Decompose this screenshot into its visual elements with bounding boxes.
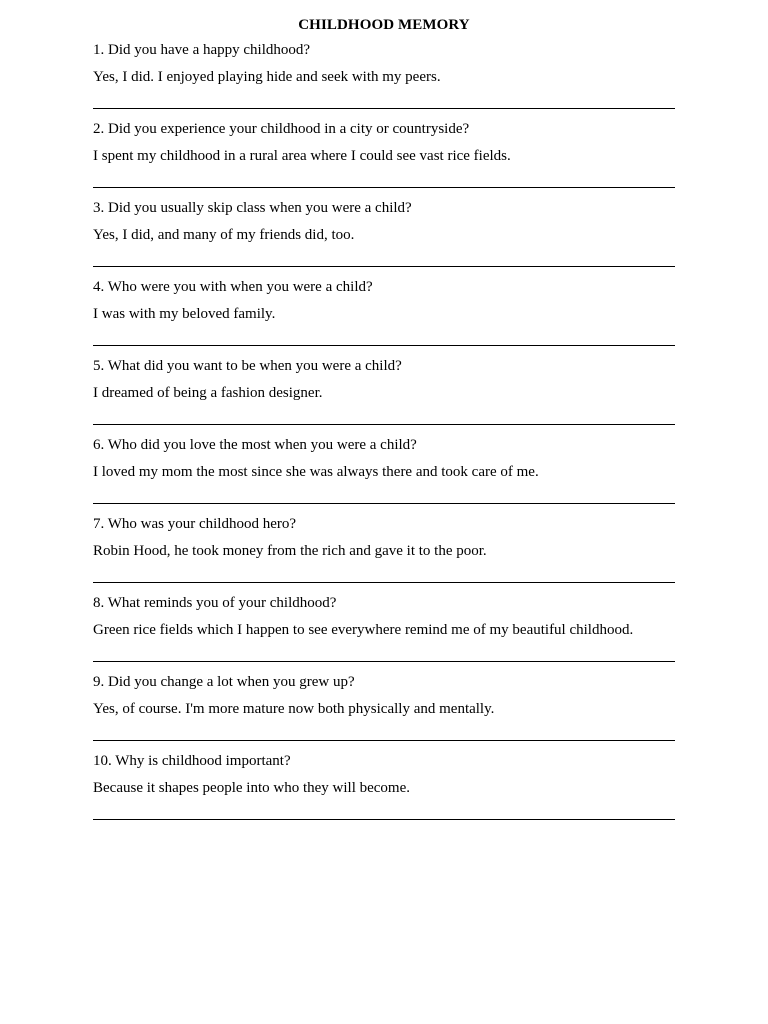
question-3: 3. Did you usually skip class when you were a child? [93, 200, 412, 216]
answer-underline [93, 187, 675, 188]
question-9: 9. Did you change a lot when you grew up? [93, 674, 355, 690]
question-4: 4. Who were you with when you were a child? [93, 279, 373, 295]
qa-item-3 [93, 199, 675, 278]
answer-underline [93, 108, 675, 109]
answer-underline [93, 661, 675, 662]
answer-underline [93, 345, 675, 346]
qa-item-8 [93, 594, 675, 673]
qa-item-1 [93, 41, 675, 120]
qa-item-9 [93, 673, 675, 752]
answer-7: Robin Hood, he took money from the rich and gave it to the poor. [93, 543, 487, 559]
qa-item-4 [93, 278, 675, 357]
answer-5: I dreamed of being a fashion designer. [93, 385, 323, 401]
answer-underline [93, 424, 675, 425]
answer-underline [93, 819, 675, 820]
question-5: 5. What did you want to be when you were a child? [93, 358, 402, 374]
question-10: 10. Why is childhood important? [93, 753, 291, 769]
answer-2: I spent my childhood in a rural area where I could see vast rice fields. [93, 148, 511, 164]
qa-item-5 [93, 357, 675, 436]
question-answer-list [93, 41, 675, 831]
answer-8: Green rice fields which I happen to see everywhere remind me of my beautiful childhood. [93, 622, 634, 638]
answer-underline [93, 740, 675, 741]
qa-item-10 [93, 752, 675, 831]
question-8: 8. What reminds you of your childhood? [93, 595, 337, 611]
answer-underline [93, 266, 675, 267]
document-title: CHILDHOOD MEMORY [298, 17, 470, 33]
answer-underline [93, 582, 675, 583]
qa-item-2 [93, 120, 675, 199]
qa-item-6 [93, 436, 675, 515]
answer-9: Yes, of course. I'm more mature now both physically and mentally. [93, 701, 495, 717]
question-6: 6. Who did you love the most when you were a child? [93, 437, 417, 453]
question-1: 1. Did you have a happy childhood? [93, 42, 311, 58]
question-2: 2. Did you experience your childhood in a city or countryside? [93, 121, 470, 137]
answer-3: Yes, I did, and many of my friends did, too. [93, 227, 355, 243]
answer-10: Because it shapes people into who they will become. [93, 780, 410, 796]
answer-6: I loved my mom the most since she was always there and took care of me. [93, 464, 539, 480]
answer-underline [93, 503, 675, 504]
qa-item-7 [93, 515, 675, 594]
answer-1: Yes, I did. I enjoyed playing hide and seek with my peers. [93, 69, 441, 85]
question-7: 7. Who was your childhood hero? [93, 516, 297, 532]
answer-4: I was with my beloved family. [93, 306, 276, 322]
